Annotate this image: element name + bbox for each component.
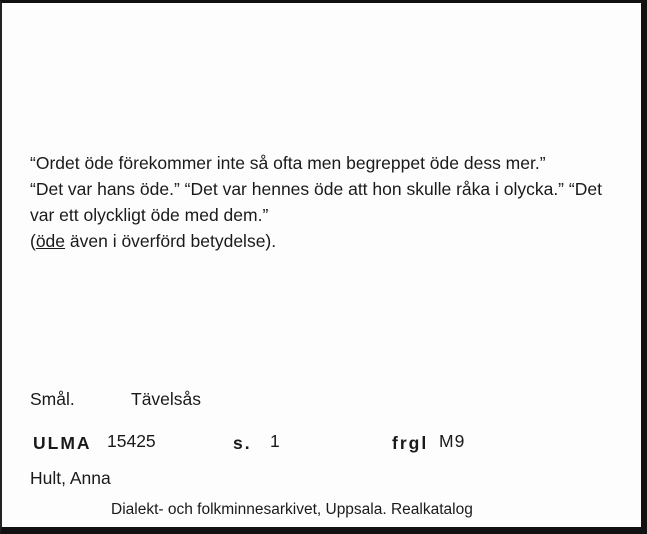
note-underlined-word: öde — [35, 231, 66, 251]
archive-label: ULMA — [33, 433, 92, 453]
parish-label: Tävelsås — [131, 389, 202, 409]
quote-line-2: “Det var hans öde.” “Det var hennes öde att hon skulle råka i olycka.” “Det var ett olyckligt öde med dem.” — [30, 179, 602, 225]
informant-name: Hult, Anna — [30, 468, 111, 488]
usage-note — [30, 228, 610, 254]
note-rest: även i överförd betydelse). — [65, 231, 277, 251]
region-label: Smål. — [30, 389, 75, 409]
page-number: 1 — [270, 431, 280, 451]
page-label: s. — [233, 433, 252, 453]
quote-line-1: “Ordet öde förekommer inte så ofta men begreppet öde dess mer.” — [30, 153, 546, 173]
archive-number: 15425 — [107, 431, 156, 451]
quote-text-block — [30, 150, 610, 254]
question-code: M9 — [439, 431, 466, 451]
question-label: frgl — [392, 433, 429, 453]
archive-footer: Dialekt- och folkminnesarkivet, Uppsala. Realkatalog — [111, 501, 473, 518]
note-open-paren: ( — [30, 231, 36, 251]
